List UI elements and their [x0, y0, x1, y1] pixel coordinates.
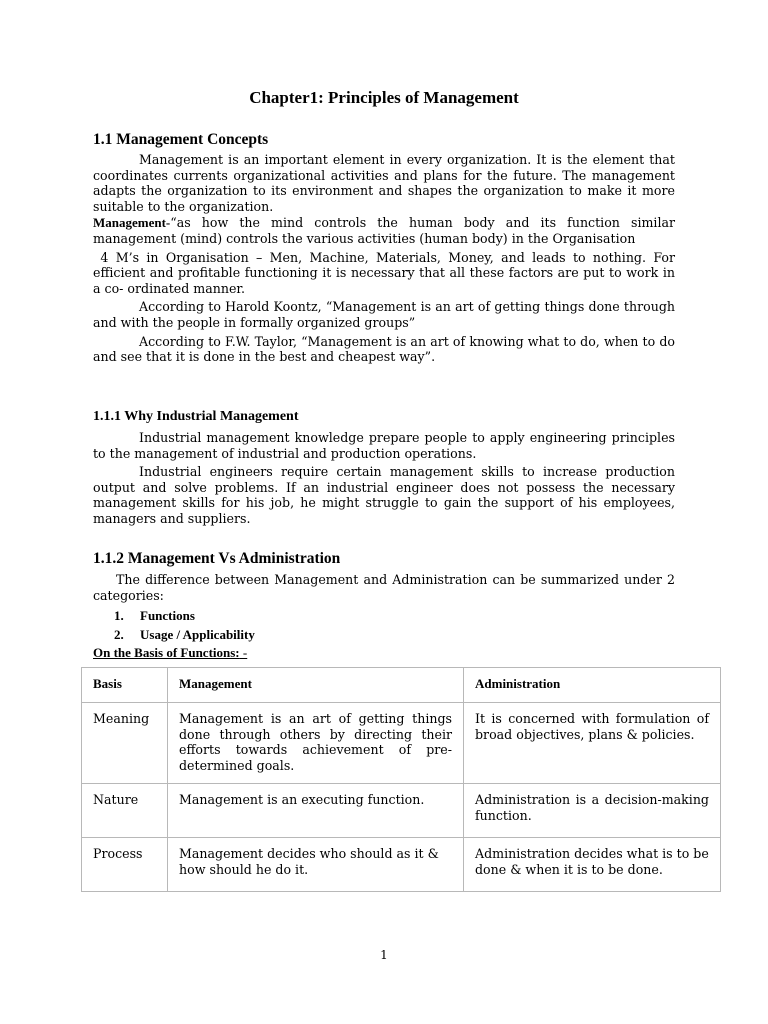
cell-basis: Nature — [82, 784, 168, 838]
concepts-paragraph: Management is an important element in every organization. It is the element that coordinates currents organizational activities and plans for the future. The management adapts the organization to its environment and shapes the organization to make it more suitable to the organization. — [93, 152, 675, 214]
section-heading-1-1-2: 1.1.2 Management Vs Administration — [93, 550, 341, 567]
table-row — [82, 784, 721, 838]
cell-administration: Administration is a decision-making function. — [464, 784, 721, 838]
section-1-1-body — [93, 152, 680, 365]
cell-management: Management is an executing function. — [168, 784, 464, 838]
koontz-paragraph: According to Harold Koontz, “Management is an art of getting things done through and with the people in formally organized groups” — [93, 299, 675, 330]
four-ms-paragraph: 4 M’s in Organisation – Men, Machine, Materials, Money, and leads to nothing. For efficient and profitable functioning it is necessary that all these factors are put to work in a co- ordinated manner. — [93, 249, 680, 296]
cell-administration: Administration decides what is to be done & when it is to be done. — [464, 838, 721, 892]
cell-administration: It is concerned with formulation of broad objectives, plans & policies. — [464, 703, 721, 784]
industrial-paragraph-1: Industrial management knowledge prepare people to apply engineering principles to the management of industrial and production operations. — [93, 430, 675, 461]
header-administration: Administration — [464, 668, 721, 703]
cell-basis: Process — [82, 838, 168, 892]
table-header-row — [82, 668, 721, 703]
definition-text: “as how the mind controls the human body and its function similar management (mind) controls the various activities (human body) in the Organisation — [93, 215, 675, 246]
section-heading-1-1-1: 1.1.1 Why Industrial Management — [93, 409, 299, 424]
taylor-paragraph: According to F.W. Taylor, “Management is an art of knowing what to do, when to do and see that it is done in the best and cheapest way”. — [93, 333, 675, 365]
category-list — [114, 606, 255, 644]
section-heading-1-1: 1.1 Management Concepts — [93, 131, 269, 148]
table-row — [82, 838, 721, 892]
comparison-table — [81, 667, 721, 892]
definition-paragraph — [93, 215, 675, 246]
basis-of-functions-heading: On the Basis of Functions: - — [93, 645, 248, 660]
industrial-paragraph-2: Industrial engineers require certain management skills to increase production output and solve problems. If an industrial engineer does not possess the necessary management skills for his job, he might struggle to gain the support of his employees, managers and suppliers. — [93, 464, 675, 526]
cell-basis: Meaning — [82, 703, 168, 784]
page-number: 1 — [380, 948, 388, 962]
section-1-1-1-body — [93, 430, 675, 527]
page-title: Chapter1: Principles of Management — [249, 88, 519, 107]
section-1-1-2-intro — [93, 572, 675, 603]
header-management: Management — [168, 668, 464, 703]
definition-label: Management- — [93, 215, 171, 231]
header-basis: Basis — [82, 668, 168, 703]
comparison-intro: The difference between Management and Administration can be summarized under 2 categories: — [93, 572, 675, 603]
table-row — [82, 703, 721, 784]
list-item: 1. Functions — [114, 608, 195, 623]
cell-management: Management decides who should as it & how should he do it. — [168, 838, 464, 892]
list-item: 2. Usage / Applicability — [114, 627, 255, 642]
cell-management: Management is an art of getting things done through others by directing their efforts towards achievement of pre-determined goals. — [168, 703, 464, 784]
